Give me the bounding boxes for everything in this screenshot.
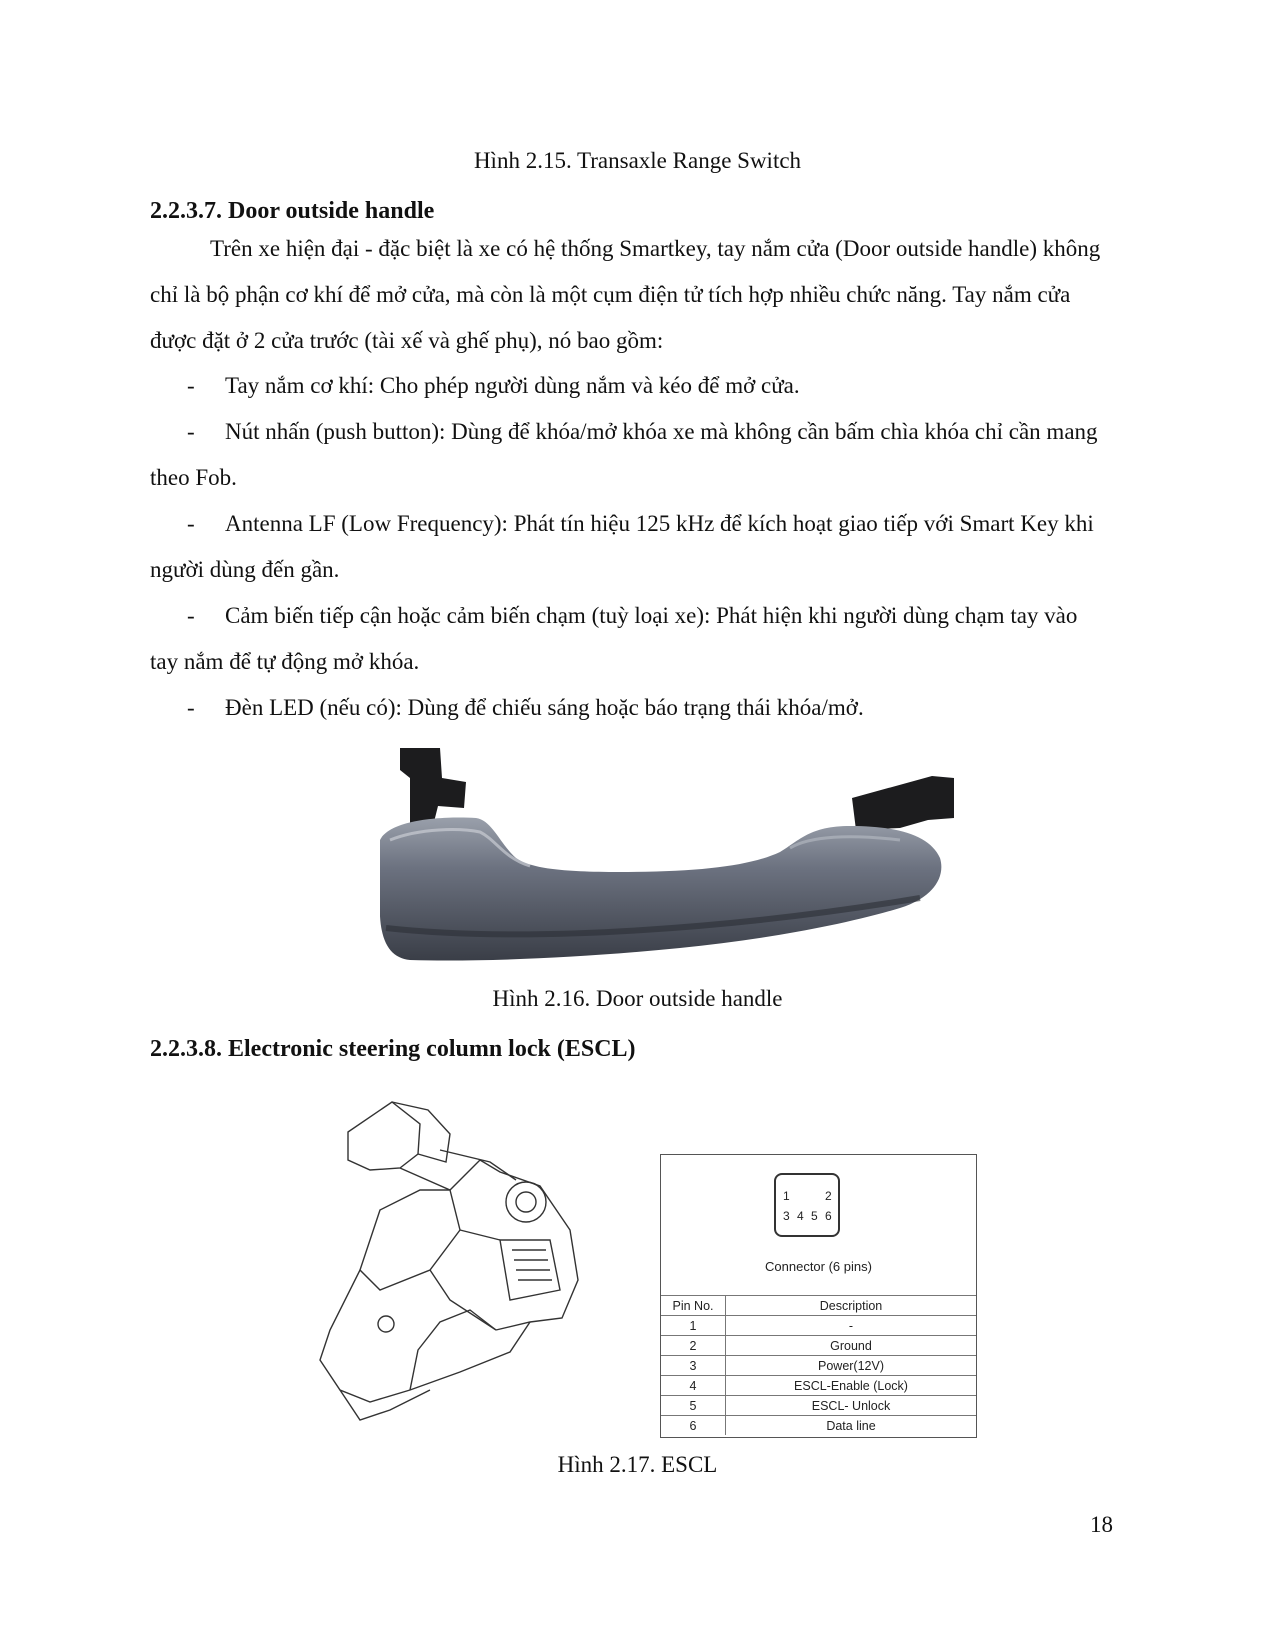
pin-cell: 1 xyxy=(661,1316,726,1336)
pin-label: 5 xyxy=(811,1209,818,1223)
bullet-dash: - xyxy=(187,695,195,720)
bullet-dash: - xyxy=(187,603,195,628)
pin-table xyxy=(661,1295,976,1435)
table-row xyxy=(661,1396,976,1416)
bullet-dash: - xyxy=(187,373,195,398)
escl-line-drawing xyxy=(300,1090,620,1430)
pin-label: 2 xyxy=(825,1189,832,1203)
bullet-dash: - xyxy=(187,419,195,444)
list-item xyxy=(150,501,1105,593)
description-cell: ESCL-Enable (Lock) xyxy=(726,1376,977,1396)
section-heading-2237: 2.2.3.7. Door outside handle xyxy=(150,198,435,224)
pin-cell: 2 xyxy=(661,1336,726,1356)
table-row xyxy=(661,1416,976,1436)
list-item xyxy=(150,363,1105,409)
bullet-text: Nút nhấn (push button): Dùng để khóa/mở khóa xe mà không cần bấm chìa khóa chỉ cần mang theo Fob. xyxy=(150,419,1098,490)
table-header-row xyxy=(661,1296,976,1316)
pin-cell: 3 xyxy=(661,1356,726,1376)
page-number: 18 xyxy=(1090,1512,1113,1537)
connector-pin-table xyxy=(660,1154,977,1438)
column-header-description: Description xyxy=(726,1296,977,1316)
pin-label: 4 xyxy=(797,1209,804,1223)
list-item xyxy=(150,409,1105,501)
bullet-text: Antenna LF (Low Frequency): Phát tín hiệu 125 kHz để kích hoạt giao tiếp với Smart Key khi người dùng đến gần. xyxy=(150,511,1094,582)
description-cell: - xyxy=(726,1316,977,1336)
table-row xyxy=(661,1356,976,1376)
pin-label: 6 xyxy=(825,1209,832,1223)
pin-cell: 5 xyxy=(661,1396,726,1416)
list-item xyxy=(150,593,1105,685)
pin-label: 1 xyxy=(783,1189,790,1203)
bullet-dash: - xyxy=(187,511,195,536)
section-intro-paragraph: Trên xe hiện đại - đặc biệt là xe có hệ thống Smartkey, tay nắm cửa (Door outside handle) không chỉ là bộ phận cơ khí để mở cửa, mà còn là một cụm điện tử tích hợp nhiều chức năng. Tay nắm cửa được đặt ở 2 cửa trước (tài xế và ghế phụ), nó bao gồm: xyxy=(150,236,1101,353)
pin-cell: 4 xyxy=(661,1376,726,1396)
connector-title: Connector (6 pins) xyxy=(765,1259,872,1274)
table-row xyxy=(661,1316,976,1336)
description-cell: Ground xyxy=(726,1336,977,1356)
bullet-text: Cảm biến tiếp cận hoặc cảm biến chạm (tuỳ loại xe): Phát hiện khi người dùng chạm tay vào tay nắm để tự động mở khóa. xyxy=(150,603,1078,674)
list-item xyxy=(150,685,1105,731)
description-cell: ESCL- Unlock xyxy=(726,1396,977,1416)
column-header-pin: Pin No. xyxy=(661,1296,726,1316)
figure-caption-2-15: Hình 2.15. Transaxle Range Switch xyxy=(473,148,802,173)
bullet-text: Tay nắm cơ khí: Cho phép người dùng nắm và kéo để mở cửa. xyxy=(225,373,800,398)
figure-caption-2-16: Hình 2.16. Door outside handle xyxy=(492,986,783,1011)
bullet-text: Đèn LED (nếu có): Dùng để chiếu sáng hoặc báo trạng thái khóa/mở. xyxy=(225,695,864,720)
section-heading-2238: 2.2.3.8. Electronic steering column lock (ESCL) xyxy=(150,1036,636,1062)
pin-label: 3 xyxy=(783,1209,790,1223)
door-handle-photo xyxy=(380,748,970,970)
description-cell: Power(12V) xyxy=(726,1356,977,1376)
description-cell: Data line xyxy=(726,1416,977,1436)
pin-cell: 6 xyxy=(661,1416,726,1436)
connector-plug-icon xyxy=(774,1173,840,1237)
figure-caption-2-17: Hình 2.17. ESCL xyxy=(557,1452,718,1477)
table-row xyxy=(661,1336,976,1356)
table-row xyxy=(661,1376,976,1396)
